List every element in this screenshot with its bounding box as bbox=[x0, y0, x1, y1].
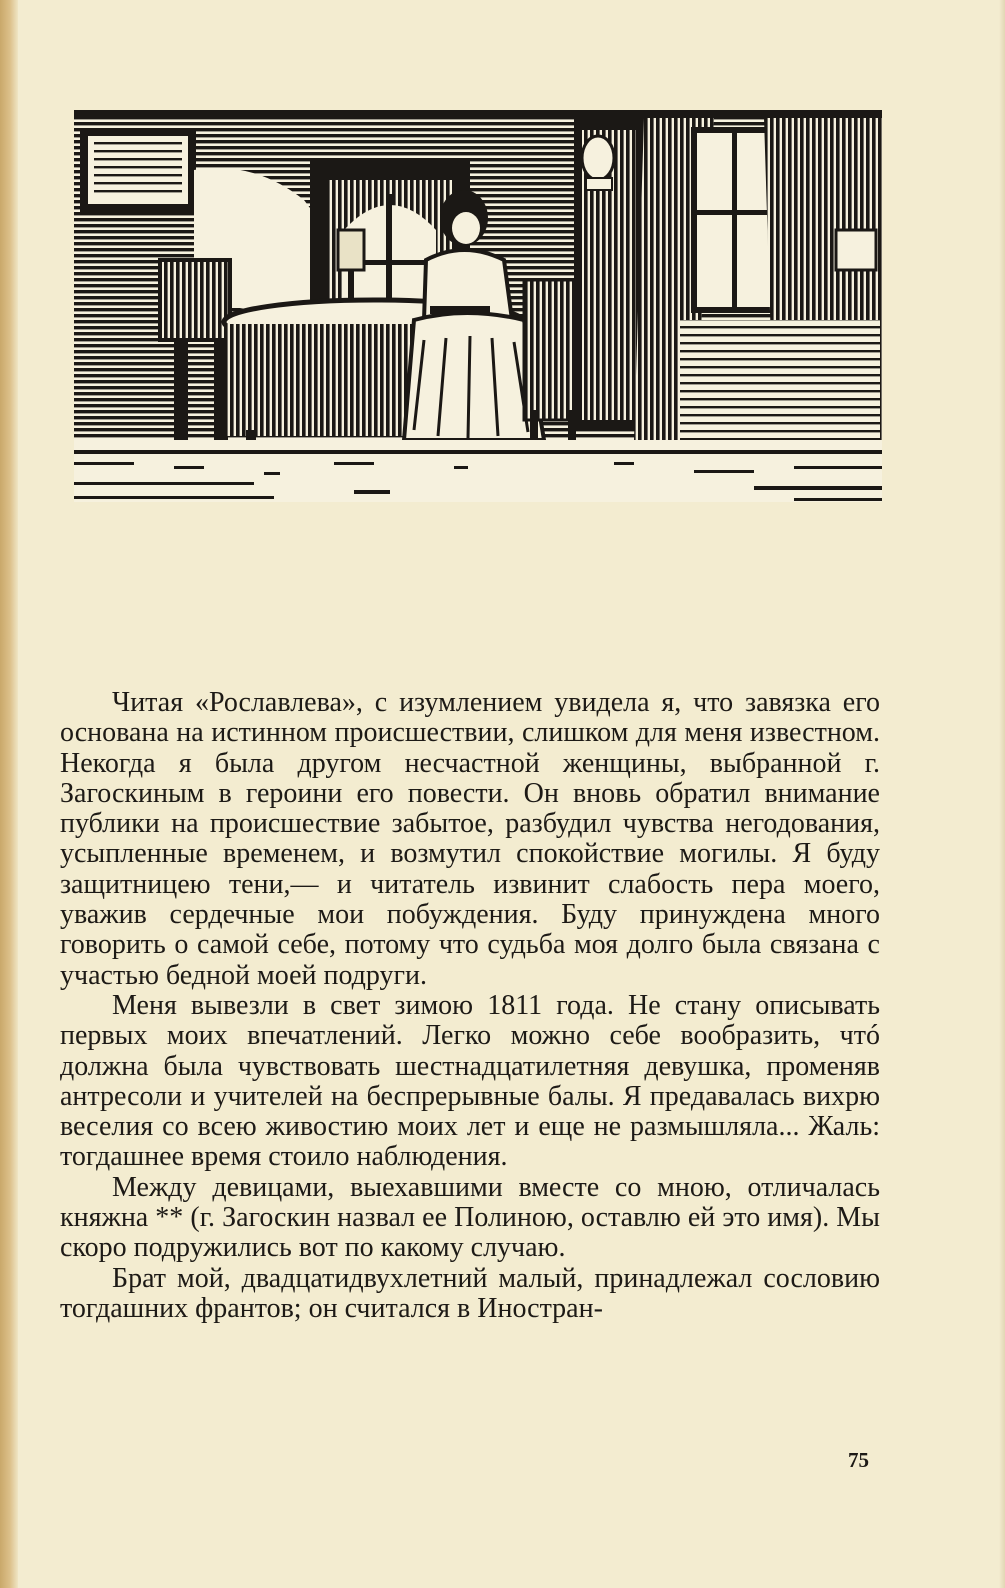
paragraph: Читая «Рославлева», с изумлением увидела я, что завязка его основана на истинном происшествии, слишком для меня известном. Некогда я была другом несчастной женщины, выбранной г. Загоскиным в героини его повести. Он вновь обратил внимание публики на происшествие забытое, разбудил чувства негодования, усыпленные временем, и возмутил спокойствие могилы. Я буду защитницею тени,— и читатель извинит слабость пера моего, уважив сердечные мои побуждения. Буду принуждена много говорить о самой себе, потому что судьба моя долго была связана с участью бедной моей подруги. bbox=[60, 687, 880, 991]
page-right-edge bbox=[999, 0, 1005, 1588]
body-text bbox=[60, 688, 880, 1324]
page-number: 75 bbox=[848, 1448, 869, 1472]
paragraph: Меня вывезли в свет зимою 1811 года. Не стану описывать первых моих впечатлений. Легко можно себе вообразить, чтó должна была чувствовать шестнадцатилетняя девушка, променяв антресоли и учителей на беспрерывные балы. Я предавалась вихрю веселия со всею живостию моих лет и еще не размышляла... Жаль: тогдашнее время стоило наблюдения. bbox=[60, 989, 880, 1173]
paragraph: Брат мой, двадцатидвухлетний малый, принадлежал сословию тогдашних франтов; он считался в Иностран- bbox=[60, 1262, 880, 1324]
book-illustration bbox=[74, 110, 882, 502]
woodcut-interior-woman-reading-at-table-icon bbox=[74, 110, 882, 502]
page-binding-edge bbox=[0, 0, 18, 1588]
paragraph: Между девицами, выехавшими вместе со мною, отличалась княжна ** (г. Загоскин назвал ее Полиною, оставлю ей это имя). Мы скоро подружились вот по какому случаю. bbox=[60, 1171, 880, 1264]
